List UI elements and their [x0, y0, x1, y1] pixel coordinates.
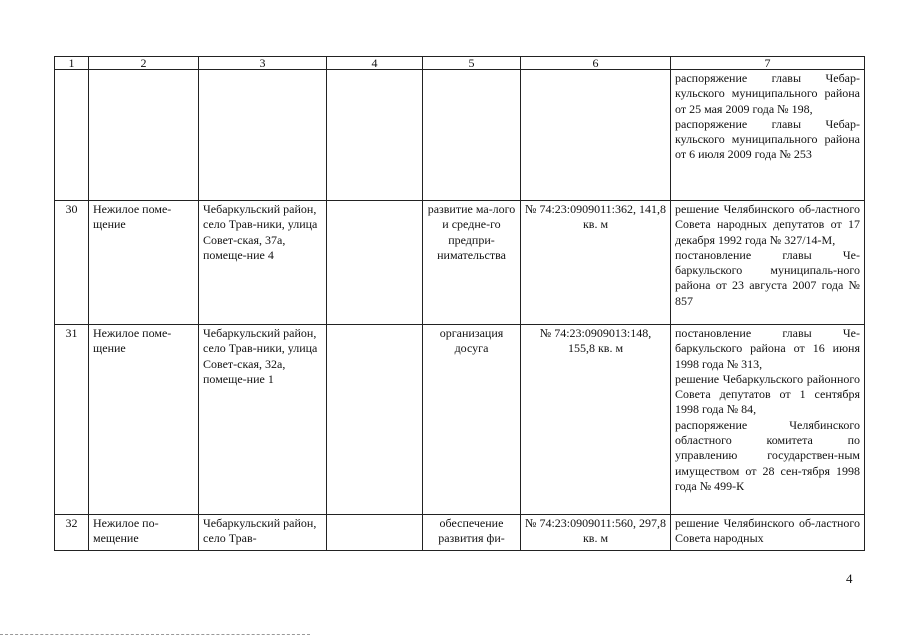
cell-empty [55, 70, 89, 201]
cell-empty [423, 70, 521, 201]
cell-basis [671, 515, 865, 551]
cell-purpose: организация досуга [423, 325, 521, 515]
cell-address: Чебаркульский район, село Трав- [199, 515, 327, 551]
cell-number: 30 [55, 201, 89, 325]
cell-empty [89, 70, 199, 201]
table-row [55, 325, 865, 515]
header-col-1: 1 [55, 57, 89, 70]
cell-empty [199, 70, 327, 201]
cell-purpose: обеспечение развития фи- [423, 515, 521, 551]
cell-col4 [327, 325, 423, 515]
cell-col4 [327, 515, 423, 551]
cell-name: Нежилое по-мещение [89, 515, 199, 551]
cell-cadastral: № 74:23:0909011:362, 141,8 кв. м [521, 201, 671, 325]
page-number: 4 [846, 571, 853, 586]
table-row [55, 201, 865, 325]
cell-name: Нежилое поме-щение [89, 201, 199, 325]
property-register-table [54, 56, 865, 551]
basis-entry: решение Челябинского об-ластного Совета народных депутатов от 17 декабря 1992 года № 327/14-М, [675, 202, 860, 247]
cell-cadastral: № 74:23:0909013:148, 155,8 кв. м [521, 325, 671, 515]
header-col-6: 6 [521, 57, 671, 70]
basis-entry: решение Чебаркульского районного Совета депутатов от 1 сентября 1998 года № 84, [675, 371, 860, 417]
header-col-2: 2 [89, 57, 199, 70]
header-col-3: 3 [199, 57, 327, 70]
cell-purpose: развитие ма-лого и средне-го предпри-нимательства [423, 201, 521, 325]
column-number-row [55, 57, 865, 70]
basis-entry: решение Челябинского об-ластного Совета народных [675, 516, 860, 546]
cell-col4 [327, 201, 423, 325]
cell-name: Нежилое поме-щение [89, 325, 199, 515]
cell-empty [327, 70, 423, 201]
header-col-7: 7 [671, 57, 865, 70]
cell-number: 31 [55, 325, 89, 515]
table-row [55, 515, 865, 551]
cell-empty [521, 70, 671, 201]
header-col-4: 4 [327, 57, 423, 70]
cell-basis [671, 325, 865, 515]
cell-number: 32 [55, 515, 89, 551]
cell-cadastral: № 74:23:0909011:560, 297,8 кв. м [521, 515, 671, 551]
continuation-row [55, 70, 865, 201]
cell-basis [671, 201, 865, 325]
basis-entry: распоряжение Челябинского областного комитета по управлению государствен-ным имуществом от 28 сен-тября 1998 года № 499-К [675, 417, 860, 493]
basis-entry: постановление главы Че-баркульского района от 16 июня 1998 года № 313, [675, 326, 860, 371]
basis-entry: распоряжение главы Чебар-кульского муниципального района от 6 июля 2009 года № 253 [675, 116, 860, 162]
cell-address: Чебаркульский район, село Трав-ники, улица Совет-ская, 37а, помеще-ние 4 [199, 201, 327, 325]
cell-basis [671, 70, 865, 201]
cell-address: Чебаркульский район, село Трав-ники, улица Совет-ская, 32а, помеще-ние 1 [199, 325, 327, 515]
basis-entry: распоряжение главы Чебар-кульского муниципального района от 25 мая 2009 года № 198, [675, 71, 860, 116]
header-col-5: 5 [423, 57, 521, 70]
basis-entry: постановление главы Че-баркульского муниципаль-ного района от 23 августа 2007 года № 857 [675, 247, 860, 308]
scan-edge-divider [0, 634, 310, 635]
